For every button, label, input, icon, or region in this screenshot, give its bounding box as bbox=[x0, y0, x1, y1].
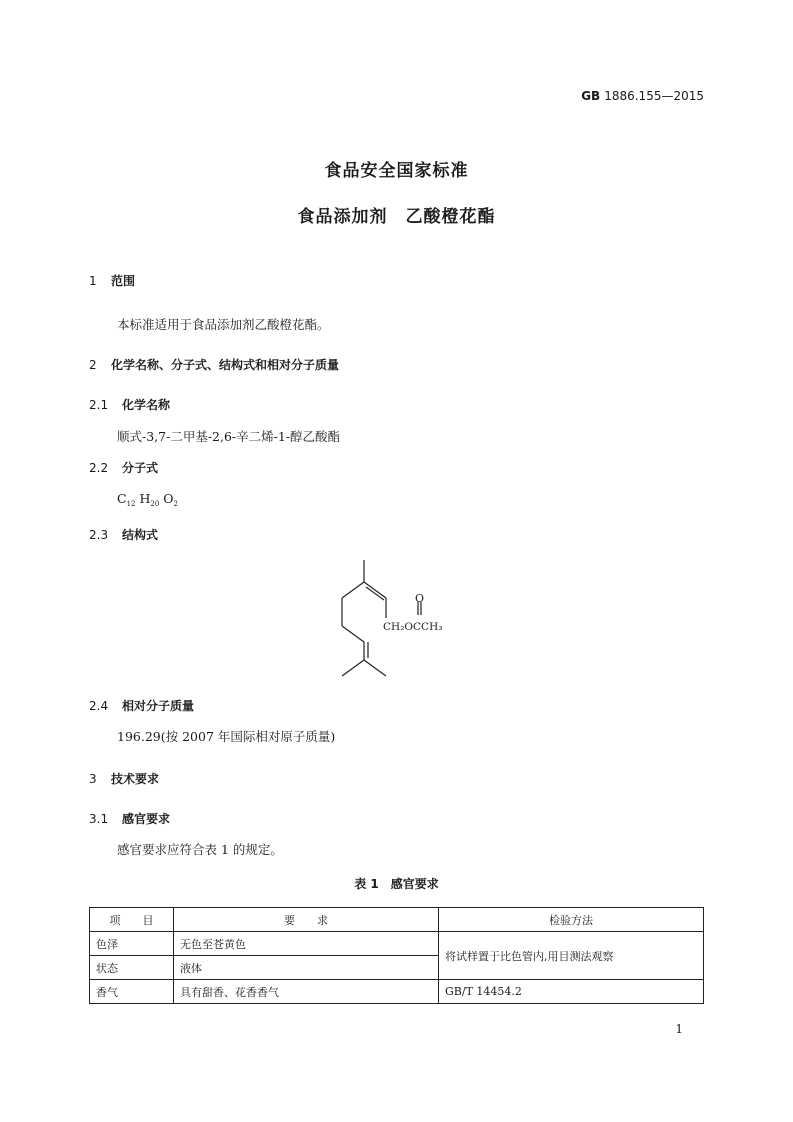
section-2-1-title: 化学名称 bbox=[122, 398, 171, 412]
section-2-4-number: 2.4 bbox=[89, 699, 109, 713]
section-1-body: 本标准适用于食品添加剂乙酸橙花酯。 bbox=[117, 317, 330, 332]
section-2-2-heading bbox=[89, 459, 158, 476]
header-method: 检验方法 bbox=[439, 908, 704, 932]
sub-title: 食品添加剂 乙酸橙花酯 bbox=[297, 207, 496, 227]
bond-methyl-left bbox=[342, 660, 364, 676]
section-2-3-heading bbox=[89, 526, 158, 543]
row-item: 色泽 bbox=[90, 932, 174, 956]
merged-method-cell: 将试样置于比色管内,用目测法观察 bbox=[439, 932, 704, 980]
standard-prefix: GB bbox=[581, 89, 601, 103]
section-3-title: 技术要求 bbox=[111, 772, 160, 786]
formula-h-count: 20 bbox=[150, 500, 160, 508]
ester-group-label: CH₂OCCH₃ bbox=[383, 621, 443, 633]
section-2-title: 化学名称、分子式、结构式和相对分子质量 bbox=[111, 358, 340, 372]
bond-c5-c6 bbox=[342, 626, 364, 642]
section-2-2-title: 分子式 bbox=[122, 461, 159, 475]
section-3-1-heading bbox=[89, 810, 170, 827]
section-1-title: 范围 bbox=[111, 274, 136, 288]
section-2-3-title: 结构式 bbox=[122, 528, 159, 542]
formula-h: H bbox=[139, 491, 151, 506]
bond-double-c2-c3-inner bbox=[366, 587, 384, 600]
page-number: 1 bbox=[675, 1022, 683, 1036]
header-requirement: 要 求 bbox=[174, 908, 439, 932]
formula-o-count: 2 bbox=[173, 500, 179, 508]
table-header-row bbox=[90, 908, 704, 932]
bond-methyl-right bbox=[364, 660, 386, 676]
section-2-4-title: 相对分子质量 bbox=[122, 699, 195, 713]
row-method: GB/T 14454.2 bbox=[439, 980, 704, 1004]
formula-o: O bbox=[163, 491, 174, 506]
section-2-4-heading bbox=[89, 697, 194, 714]
sensory-requirements-table bbox=[89, 907, 704, 1004]
bond-c3-c4 bbox=[342, 582, 364, 598]
section-2-heading bbox=[89, 356, 339, 373]
main-title: 食品安全国家标准 bbox=[324, 161, 469, 181]
row-requirement: 无色至苍黄色 bbox=[174, 932, 439, 956]
structural-formula bbox=[330, 552, 460, 682]
section-3-number: 3 bbox=[89, 772, 97, 786]
section-2-number: 2 bbox=[89, 358, 97, 372]
molecular-formula bbox=[117, 491, 178, 508]
section-3-1-number: 3.1 bbox=[89, 812, 109, 826]
section-3-1-title: 感官要求 bbox=[122, 812, 171, 826]
molecular-weight: 196.29(按 2007 年国际相对原子质量) bbox=[117, 729, 336, 744]
standard-code: 1886.155—2015 bbox=[604, 89, 704, 103]
bond-double-c2-c3 bbox=[364, 582, 386, 598]
formula-c-count: 12 bbox=[126, 500, 136, 508]
table-1-caption: 表 1 感官要求 bbox=[354, 877, 439, 891]
table-row bbox=[90, 980, 704, 1004]
header-item: 项 目 bbox=[90, 908, 174, 932]
section-1-heading bbox=[89, 272, 135, 289]
section-3-heading bbox=[89, 770, 159, 787]
formula-c: C bbox=[117, 491, 127, 506]
chemical-name: 顺式-3,7-二甲基-2,6-辛二烯-1-醇乙酸酯 bbox=[117, 429, 341, 444]
table-row bbox=[90, 932, 704, 956]
row-requirement: 具有甜香、花香香气 bbox=[174, 980, 439, 1004]
section-1-number: 1 bbox=[89, 274, 97, 288]
carbonyl-oxygen: O bbox=[415, 592, 425, 605]
row-item: 香气 bbox=[90, 980, 174, 1004]
section-2-1-heading bbox=[89, 396, 170, 413]
standard-number bbox=[581, 89, 704, 103]
section-3-1-body: 感官要求应符合表 1 的规定。 bbox=[117, 842, 283, 857]
section-2-2-number: 2.2 bbox=[89, 461, 109, 475]
row-requirement: 液体 bbox=[174, 956, 439, 980]
section-2-1-number: 2.1 bbox=[89, 398, 109, 412]
section-2-3-number: 2.3 bbox=[89, 528, 109, 542]
row-item: 状态 bbox=[90, 956, 174, 980]
